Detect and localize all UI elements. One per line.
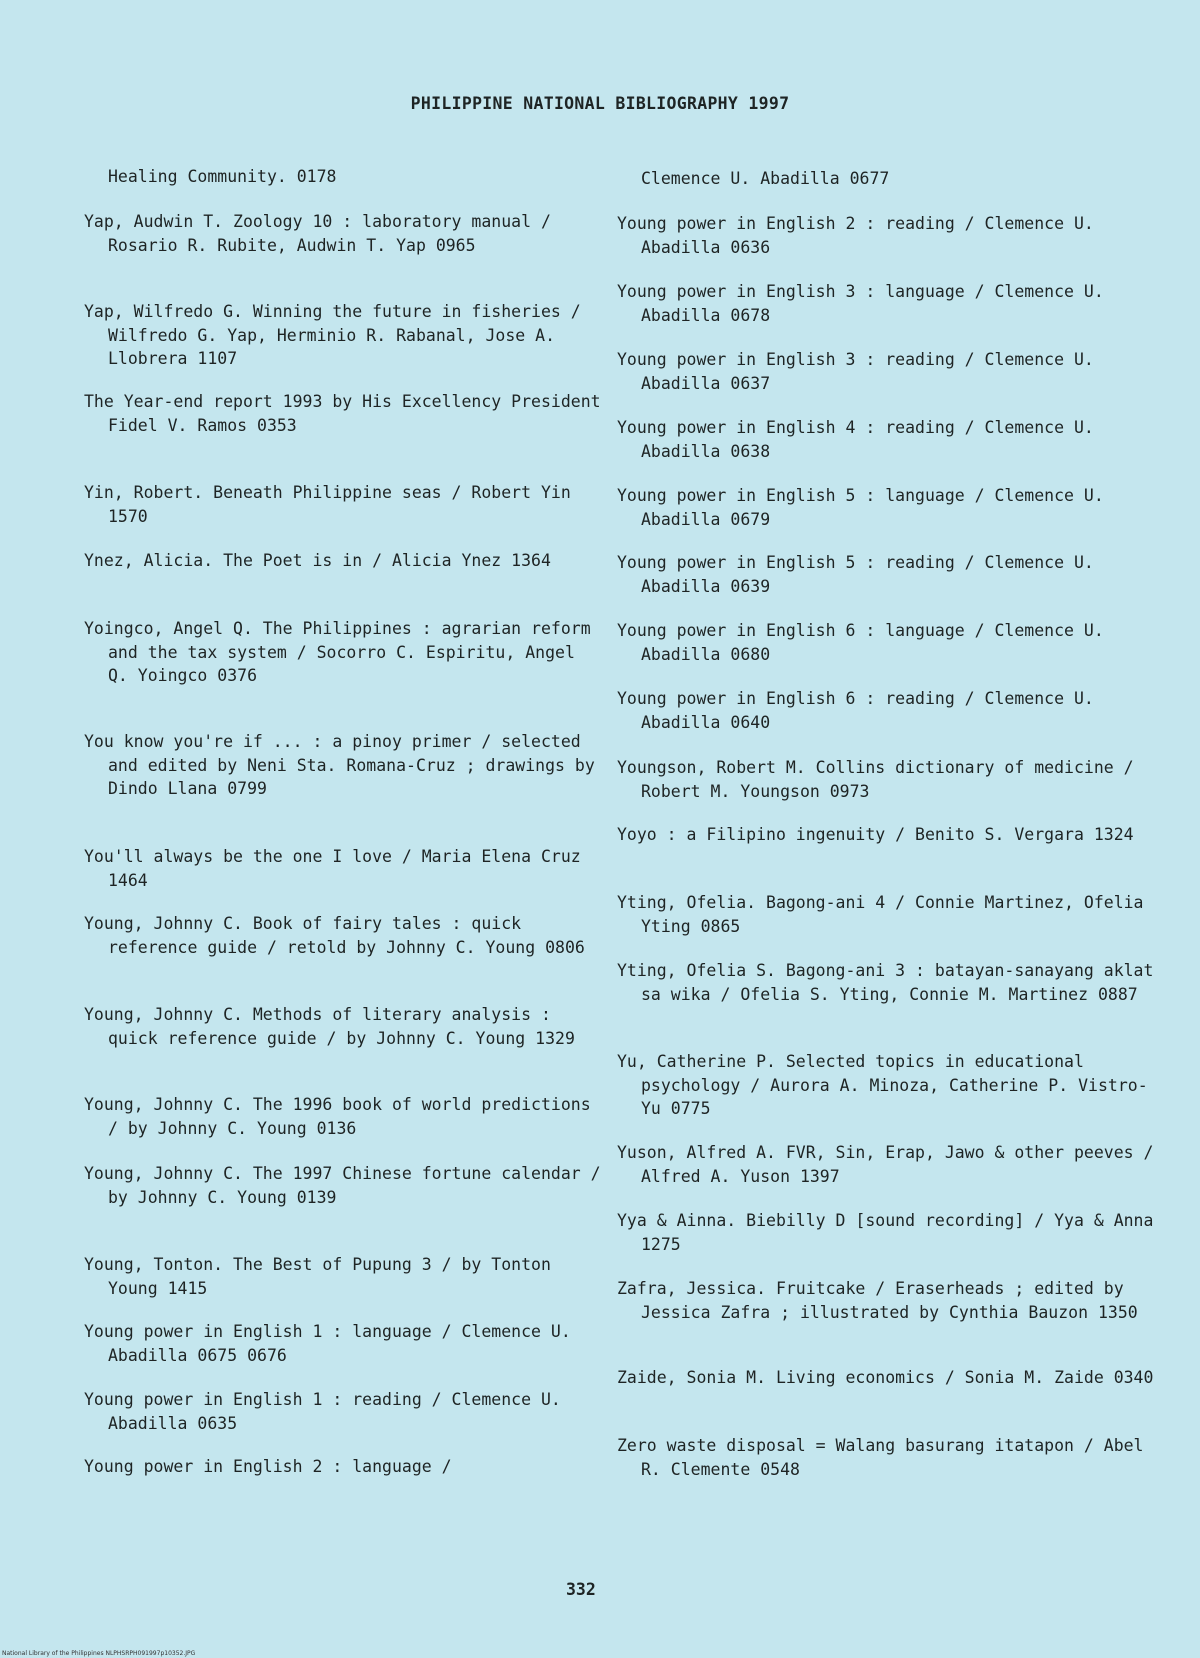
list-item: Young, Johnny C. Methods of literary analysis : quick reference guide / by Johnny C. Young 1329 [84,1005,575,1048]
list-item: Youngson, Robert M. Collins dictionary of medicine / Robert M. Youngson 0973 [617,758,1144,801]
list-item: Zero waste disposal = Walang basurang itatapon / Abel R. Clemente 0548 [617,1436,1154,1479]
list-item: Clemence U. Abadilla 0677 [641,169,890,188]
list-item: Ynez, Alicia. The Poet is in / Alicia Ynez 1364 [84,551,551,570]
list-item: Young power in English 6 : language / Clemence U. Abadilla 0680 [617,621,1114,664]
list-item: Yting, Ofelia. Bagong-ani 4 / Connie Martinez, Ofelia Yting 0865 [617,893,1154,936]
list-item: Yu, Catherine P. Selected topics in educational psychology / Aurora A. Minoza, Catherine P. Vistro-Yu 0775 [617,1052,1148,1118]
list-item: Zaide, Sonia M. Living economics / Sonia M. Zaide 0340 [617,1368,1154,1387]
scan-footer: National Library of the Philippines NLPHSRPH091997p10352.JPG [2,1650,196,1657]
list-item: Yap, Wilfredo G. Winning the future in fisheries / Wilfredo G. Yap, Herminio R. Rabanal, Jose A. Llobrera 1107 [84,302,591,368]
list-item: Young, Johnny C. Book of fairy tales : quick reference guide / retold by Johnny C. Young 0806 [84,914,585,957]
list-item: Young power in English 1 : reading / Clemence U. Abadilla 0635 [84,1390,571,1433]
list-item: Young power in English 5 : reading / Clemence U. Abadilla 0639 [617,553,1104,596]
list-item: Yoyo : a Filipino ingenuity / Benito S. Vergara 1324 [617,825,1134,844]
list-item: Young power in English 2 : reading / Clemence U. Abadilla 0636 [617,214,1104,257]
list-item: Young power in English 3 : reading / Clemence U. Abadilla 0637 [617,350,1104,393]
list-item: Young power in English 3 : language / Clemence U. Abadilla 0678 [617,282,1114,325]
list-item: Young power in English 2 : language / [84,1457,452,1476]
list-item: Healing Community. 0178 [108,167,337,186]
list-item: You'll always be the one I love / Maria Elena Cruz 1464 [84,847,591,890]
list-item: Young, Johnny C. The 1996 book of world predictions / by Johnny C. Young 0136 [84,1095,601,1138]
list-item: Young, Tonton. The Best of Pupung 3 / by Tonton Young 1415 [84,1255,561,1298]
list-item: Yting, Ofelia S. Bagong-ani 3 : batayan-sanayang aklat sa wika / Ofelia S. Yting, Connie M. Martinez 0887 [617,961,1164,1004]
list-item: Yya & Ainna. Biebilly D [sound recording] / Yya & Anna 1275 [617,1211,1164,1254]
page-header: PHILIPPINE NATIONAL BIBLIOGRAPHY 1997 [410,94,790,113]
list-item: Yoingco, Angel Q. The Philippines : agrarian reform and the tax system / Socorro C. Espiritu, Angel Q. Yoingco 0376 [84,619,601,685]
list-item: Zafra, Jessica. Fruitcake / Eraserheads ; edited by Jessica Zafra ; illustrated by Cynthia Bauzon 1350 [617,1279,1138,1322]
list-item: Yap, Audwin T. Zoology 10 : laboratory manual / Rosario R. Rubite, Audwin T. Yap 0965 [84,212,561,255]
list-item: Yin, Robert. Beneath Philippine seas / Robert Yin 1570 [84,483,581,526]
list-item: Young, Johnny C. The 1997 Chinese fortune calendar / by Johnny C. Young 0139 [84,1164,611,1207]
list-item: Young power in English 5 : language / Clemence U. Abadilla 0679 [617,486,1114,529]
list-item: Young power in English 4 : reading / Clemence U. Abadilla 0638 [617,418,1104,461]
list-item: Yuson, Alfred A. FVR, Sin, Erap, Jawo & other peeves / Alfred A. Yuson 1397 [617,1143,1164,1186]
list-item: The Year-end report 1993 by His Excellency President Fidel V. Ramos 0353 [84,392,611,435]
list-item: You know you're if ... : a pinoy primer / selected and edited by Neni Sta. Romana-Cruz ; drawings by Dindo Llana 0799 [84,732,605,798]
list-item: Young power in English 1 : language / Clemence U. Abadilla 0675 0676 [84,1322,581,1365]
list-item: Young power in English 6 : reading / Clemence U. Abadilla 0640 [617,689,1104,732]
page-number: 332 [566,1580,596,1599]
